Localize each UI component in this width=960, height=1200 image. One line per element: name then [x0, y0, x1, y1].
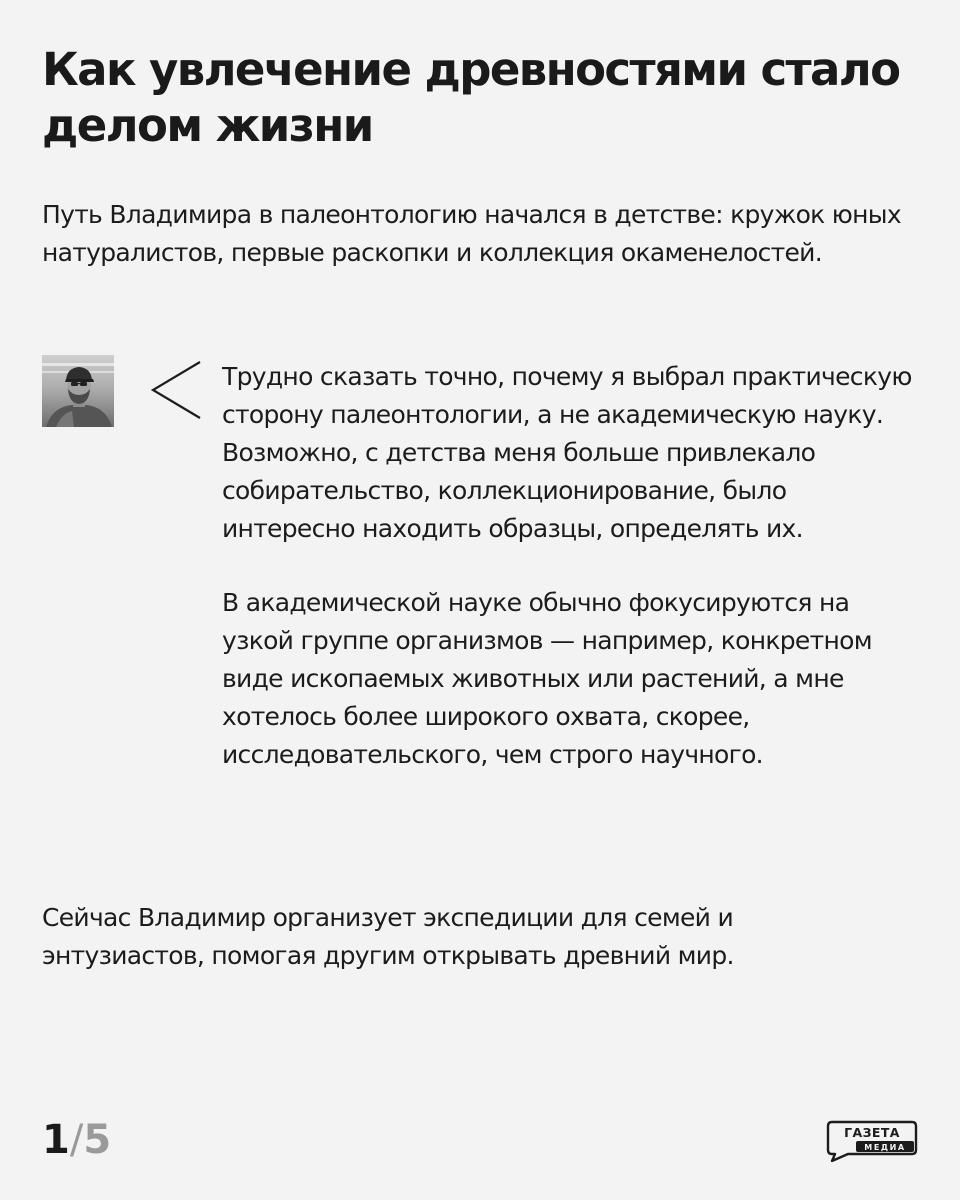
- logo-top-text: ГАЗЕТА: [844, 1125, 900, 1140]
- gazeta-media-logo: [826, 1120, 918, 1162]
- quote-block: [222, 358, 922, 810]
- intro-text: Путь Владимира в палеонтологию начался в детстве: кружок юных натуралистов, первые раскопки и коллекция окаменелостей.: [42, 200, 901, 267]
- quote-chevron-icon: [150, 360, 202, 420]
- page-total: 5: [83, 1117, 111, 1163]
- quote-paragraph-1: Трудно сказать точно, почему я выбрал практическую сторону палеонтологии, а не академическую науку. Возможно, с детства меня больше привлекало собирательство, коллекционирование, было интересно находить образцы, определять их.: [222, 362, 912, 543]
- avatar: [42, 355, 114, 427]
- page-indicator: [42, 1116, 110, 1164]
- outro-text: Сейчас Владимир организует экспедиции для семей и энтузиастов, помогая другим открывать древний мир.: [42, 903, 734, 970]
- page-current: 1: [42, 1117, 69, 1163]
- quote-paragraph-2: В академической науке обычно фокусируются на узкой группе организмов — например, конкретном виде ископаемых животных или растений, а мне хотелось более широкого охвата, скорее, исследовательского, чем строго научного.: [222, 588, 872, 769]
- page-separator: /: [69, 1117, 83, 1163]
- avatar-photo: [42, 355, 114, 427]
- logo-bottom-text: МЕДИА: [864, 1143, 906, 1152]
- page-title: Как увлечение древностями стало делом жизни: [42, 43, 900, 152]
